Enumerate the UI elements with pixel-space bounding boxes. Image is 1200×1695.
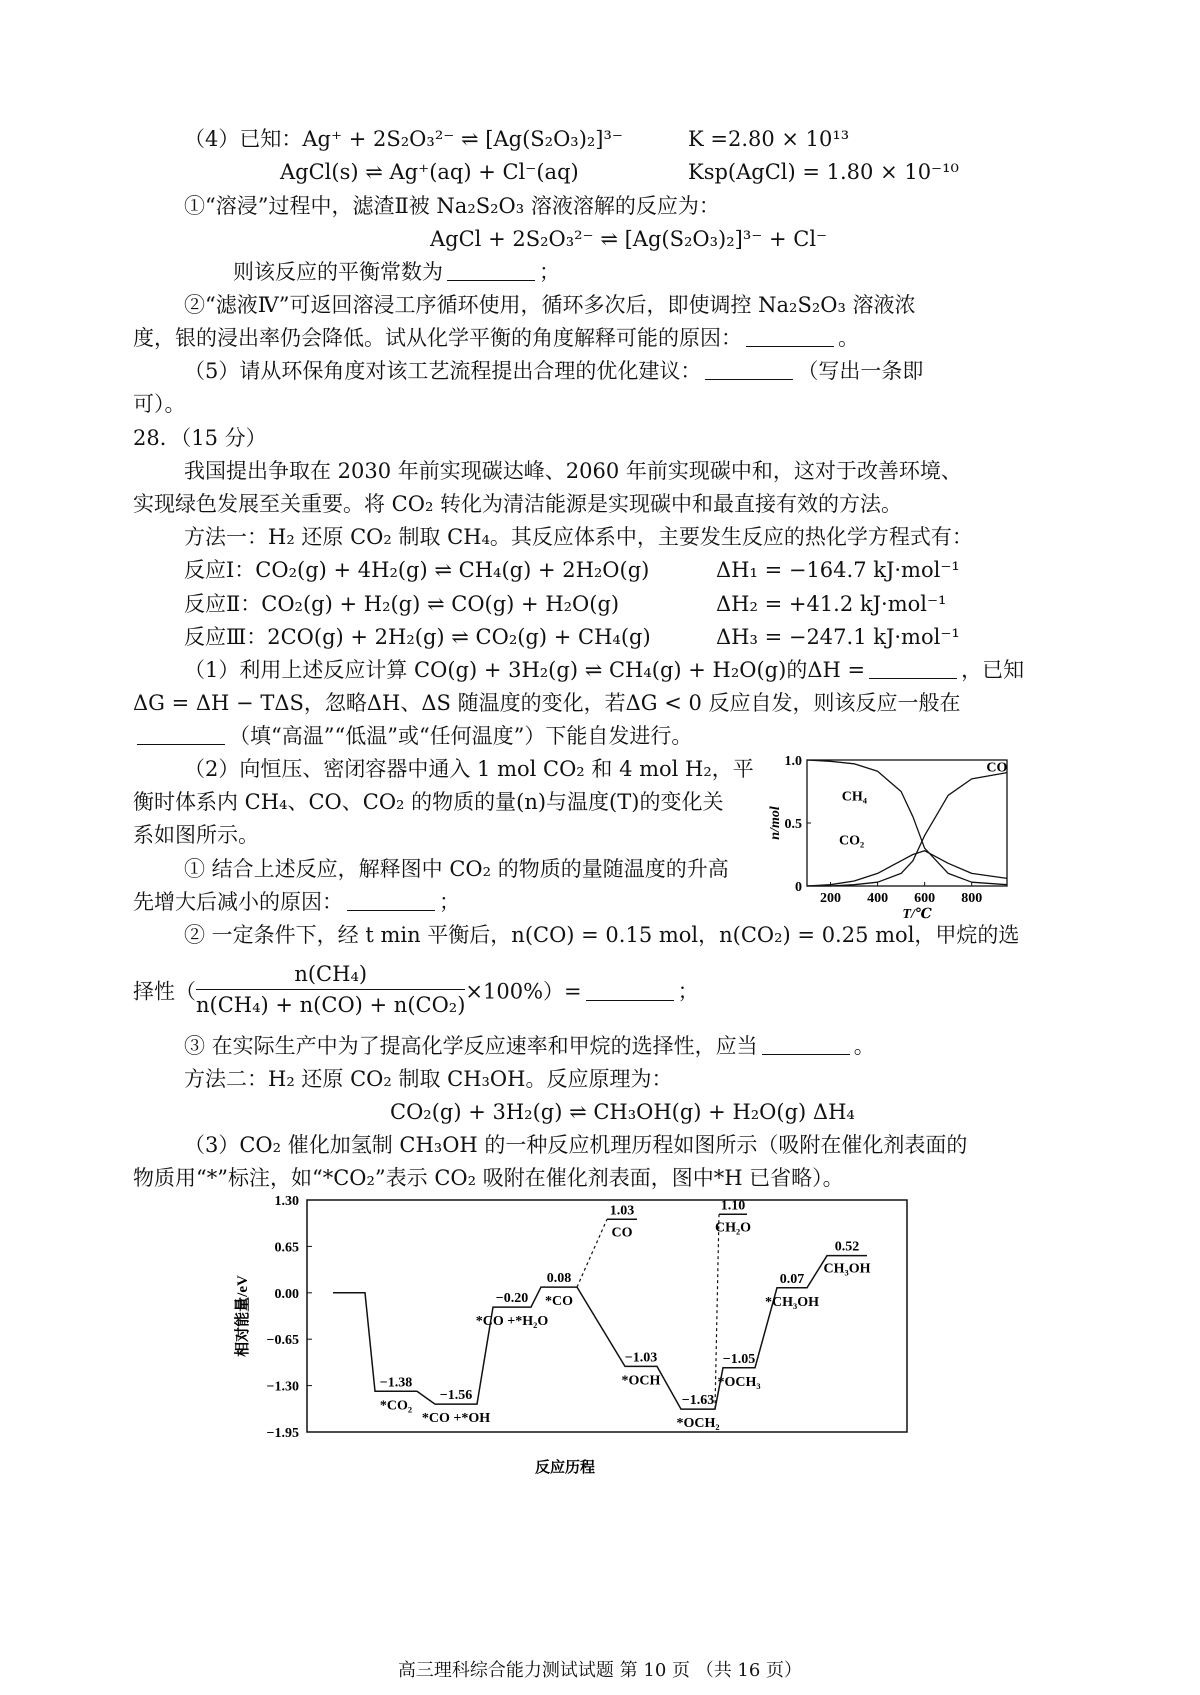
level-species-label: *CH₃OH bbox=[765, 1294, 819, 1310]
answer-blank bbox=[447, 262, 535, 281]
reaction-1: 反应Ⅰ：CO₂(g) + 4H₂(g) ⇌ CH₄(g) + 2H₂O(g) bbox=[184, 558, 650, 582]
level-species-label: *OCH₂ bbox=[676, 1416, 720, 1432]
level-value-label: 1.03 bbox=[609, 1203, 635, 1219]
series-label: CO bbox=[986, 760, 1008, 776]
q4-eq3: AgCl + 2S₂O₃²⁻ ⇌ [Ag(S₂O₃)₂]³⁻ + Cl⁻ bbox=[430, 227, 828, 251]
s1-line3: （填“高温”“低温”或“任何温度”）下能自发进行。 bbox=[133, 721, 692, 751]
level-species-label: *CO +*OH bbox=[421, 1411, 491, 1427]
q4-p2a: ②“滤液Ⅳ”可返回溶浸工序循环使用，循环多次后，即使调控 Na₂S₂O₃ 溶液浓 bbox=[184, 293, 916, 317]
q5-line2: 可）。 bbox=[133, 392, 186, 416]
level-value-label: 0.52 bbox=[834, 1239, 860, 1255]
level-value-label: 1.10 bbox=[720, 1198, 746, 1214]
dashed-connector bbox=[577, 1219, 607, 1287]
q5-line1: （5）请从环保角度对该工艺流程提出合理的优化建议： （写出一条即 bbox=[184, 359, 924, 383]
y-axis-label: n/mol bbox=[768, 806, 783, 840]
page-footer: 高三理科综合能力测试试题 第 10 页 （共 16 页） bbox=[397, 1660, 803, 1681]
answer-blank bbox=[762, 1036, 850, 1055]
level-value-label: 0.07 bbox=[779, 1271, 805, 1287]
answer-blank bbox=[746, 328, 834, 347]
s2-q3: ③ 在实际生产中为了提高化学反应速率和甲烷的选择性，应当 。 bbox=[184, 1034, 875, 1058]
y-tick-label: 0 bbox=[795, 880, 802, 895]
q28-intro2: 实现绿色发展至关重要。将 CO₂ 转化为清洁能源是实现碳中和最直接有效的方法。 bbox=[133, 492, 903, 516]
q4-eq1: Ag⁺ + 2S₂O₃²⁻ ⇌ [Ag(S₂O₃)₂]³⁻ bbox=[302, 127, 624, 151]
level-value-label: −1.38 bbox=[379, 1375, 413, 1391]
y-tick-label: −0.65 bbox=[266, 1333, 299, 1349]
y-tick-label: 0.5 bbox=[784, 817, 802, 832]
s3-line1: （3）CO₂ 催化加氢制 CH₃OH 的一种反应机理历程如图所示（吸附在催化剂表面的 bbox=[184, 1133, 968, 1157]
x-tick-label: 600 bbox=[914, 891, 936, 906]
s2-line3: 系如图所示。 bbox=[133, 823, 259, 847]
level-species-label: *CO bbox=[545, 1294, 573, 1310]
level-species-label: *OCH₃ bbox=[717, 1374, 761, 1390]
dh-3: ΔH₃ = −247.1 kJ·mol⁻¹ bbox=[716, 625, 960, 649]
method2: 方法二：H₂ 还原 CO₂ 制取 CH₃OH。反应原理为： bbox=[184, 1067, 673, 1091]
series-label: CH₄ bbox=[841, 789, 867, 805]
answer-blank bbox=[347, 892, 435, 911]
level-value-label: −1.05 bbox=[722, 1351, 756, 1367]
x-tick-label: 400 bbox=[867, 891, 889, 906]
energy-profile-chart bbox=[225, 1190, 915, 1480]
dh-2: ΔH₂ = +41.2 kJ·mol⁻¹ bbox=[716, 592, 947, 616]
s2-q2a: ② 一定条件下，经 t min 平衡后，n(CO) = 0.15 mol，n(CO₂) = 0.25 mol，甲烷的选 bbox=[184, 923, 1020, 947]
q4-p1b: 则该反应的平衡常数为 ； bbox=[233, 260, 560, 284]
plot-frame bbox=[307, 1200, 907, 1432]
series-line bbox=[807, 773, 1007, 886]
q28-title: 28．（15 分） bbox=[133, 426, 267, 450]
y-tick-label: 0.65 bbox=[274, 1240, 299, 1256]
eq-methanol: CO₂(g) + 3H₂(g) ⇌ CH₃OH(g) + H₂O(g) ΔH₄ bbox=[390, 1100, 855, 1124]
level-species-label: CO bbox=[611, 1225, 633, 1241]
q4-p2b: 度，银的浸出率仍会降低。试从化学平衡的角度解释可能的原因： 。 bbox=[133, 326, 859, 350]
s2-q1a: ① 结合上述反应，解释图中 CO₂ 的物质的量随温度的升高 bbox=[184, 857, 729, 881]
answer-blank bbox=[586, 982, 674, 1001]
x-axis-label: T/℃ bbox=[902, 907, 932, 922]
q4-eq2: AgCl(s) ⇌ Ag⁺(aq) + Cl⁻(aq) bbox=[280, 160, 579, 184]
level-species-label: CH₂O bbox=[714, 1220, 752, 1236]
s2-q1b: 先增大后减小的原因： ； bbox=[133, 890, 460, 914]
series-label: CO₂ bbox=[839, 833, 865, 849]
y-tick-label: −1.30 bbox=[266, 1379, 299, 1395]
x-tick-label: 800 bbox=[961, 891, 983, 906]
answer-blank bbox=[869, 660, 957, 679]
level-species-label: *OCH bbox=[621, 1373, 661, 1389]
level-value-label: −0.20 bbox=[495, 1291, 529, 1307]
x-axis-label: 反应历程 bbox=[534, 1460, 596, 1476]
s3-line2: 物质用“*”标注，如“*CO₂”表示 CO₂ 吸附在催化剂表面，图中*H 已省略）。 bbox=[133, 1166, 844, 1190]
q28-intro1: 我国提出争取在 2030 年前实现碳达峰、2060 年前实现碳中和，这对于改善环境、 bbox=[184, 459, 962, 483]
s2-line1: （2）向恒压、密闭容器中通入 1 mol CO₂ 和 4 mol H₂，平 bbox=[184, 757, 754, 781]
y-tick-label: 0.00 bbox=[274, 1286, 299, 1302]
series-line bbox=[807, 760, 1007, 885]
level-value-label: 0.08 bbox=[546, 1271, 572, 1287]
y-tick-label: −1.95 bbox=[266, 1426, 299, 1441]
s1-line1: （1）利用上述反应计算 CO(g) + 3H₂(g) ⇌ CH₄(g) + H₂O(g)的ΔH = ，已知 bbox=[184, 658, 1025, 682]
q4-p1: ①“溶浸”过程中，滤渣Ⅱ被 Na₂S₂O₃ 溶液溶解的反应为： bbox=[184, 194, 720, 218]
q4-line1 bbox=[184, 124, 623, 154]
level-species-label: *CO +*H₂O bbox=[475, 1314, 549, 1330]
s2-line2: 衡时体系内 CH₄、CO、CO₂ 的物质的量(n)与温度(T)的变化关 bbox=[133, 790, 724, 814]
selectivity-fraction: $\frac{\text{n(CH₄)}}{\text{n(CH₄) + n(CO) + n(CO₂)}}$ bbox=[196, 962, 466, 1017]
q4-ksp: Ksp(AgCl) = 1.80 × 10⁻¹⁰ bbox=[688, 160, 959, 184]
level-value-label: −1.56 bbox=[439, 1388, 473, 1404]
answer-blank bbox=[137, 726, 225, 745]
y-axis-label: 相对能量/eV bbox=[235, 1275, 251, 1357]
s1-line2: ΔG = ΔH − TΔS，忽略ΔH、ΔS 随温度的变化，若ΔG < 0 反应自发，则该反应一般在 bbox=[133, 691, 961, 715]
series-line bbox=[807, 851, 1007, 886]
level-species-label: CH₃OH bbox=[823, 1261, 871, 1277]
y-tick-label: 1.0 bbox=[784, 754, 802, 769]
level-species-label: *CO₂ bbox=[379, 1398, 413, 1414]
q4-label: （4）已知： bbox=[184, 127, 303, 151]
q4-k1: K =2.80 × 10¹³ bbox=[688, 127, 850, 151]
x-tick-label: 200 bbox=[820, 891, 842, 906]
dh-1: ΔH₁ = −164.7 kJ·mol⁻¹ bbox=[716, 558, 960, 582]
level-value-label: −1.03 bbox=[624, 1350, 658, 1366]
q28-method1: 方法一：H₂ 还原 CO₂ 制取 CH₄。其反应体系中，主要发生反应的热化学方程式有： bbox=[184, 525, 973, 549]
reaction-3: 反应Ⅲ：2CO(g) + 2H₂(g) ⇌ CO₂(g) + CH₄(g) bbox=[184, 625, 651, 649]
answer-blank bbox=[705, 361, 793, 380]
n-vs-temperature-chart bbox=[768, 752, 1015, 932]
reaction-2: 反应Ⅱ：CO₂(g) + H₂(g) ⇌ CO(g) + H₂O(g) bbox=[184, 592, 620, 616]
y-tick-label: 1.30 bbox=[274, 1194, 299, 1209]
level-value-label: −1.63 bbox=[681, 1393, 715, 1409]
s2-q2b: 择性（ $\frac{\text{n(CH₄)}}{\text{n(CH₄) + n(CO) + n(CO₂)}}$ ×100%）= ； bbox=[133, 962, 699, 1017]
